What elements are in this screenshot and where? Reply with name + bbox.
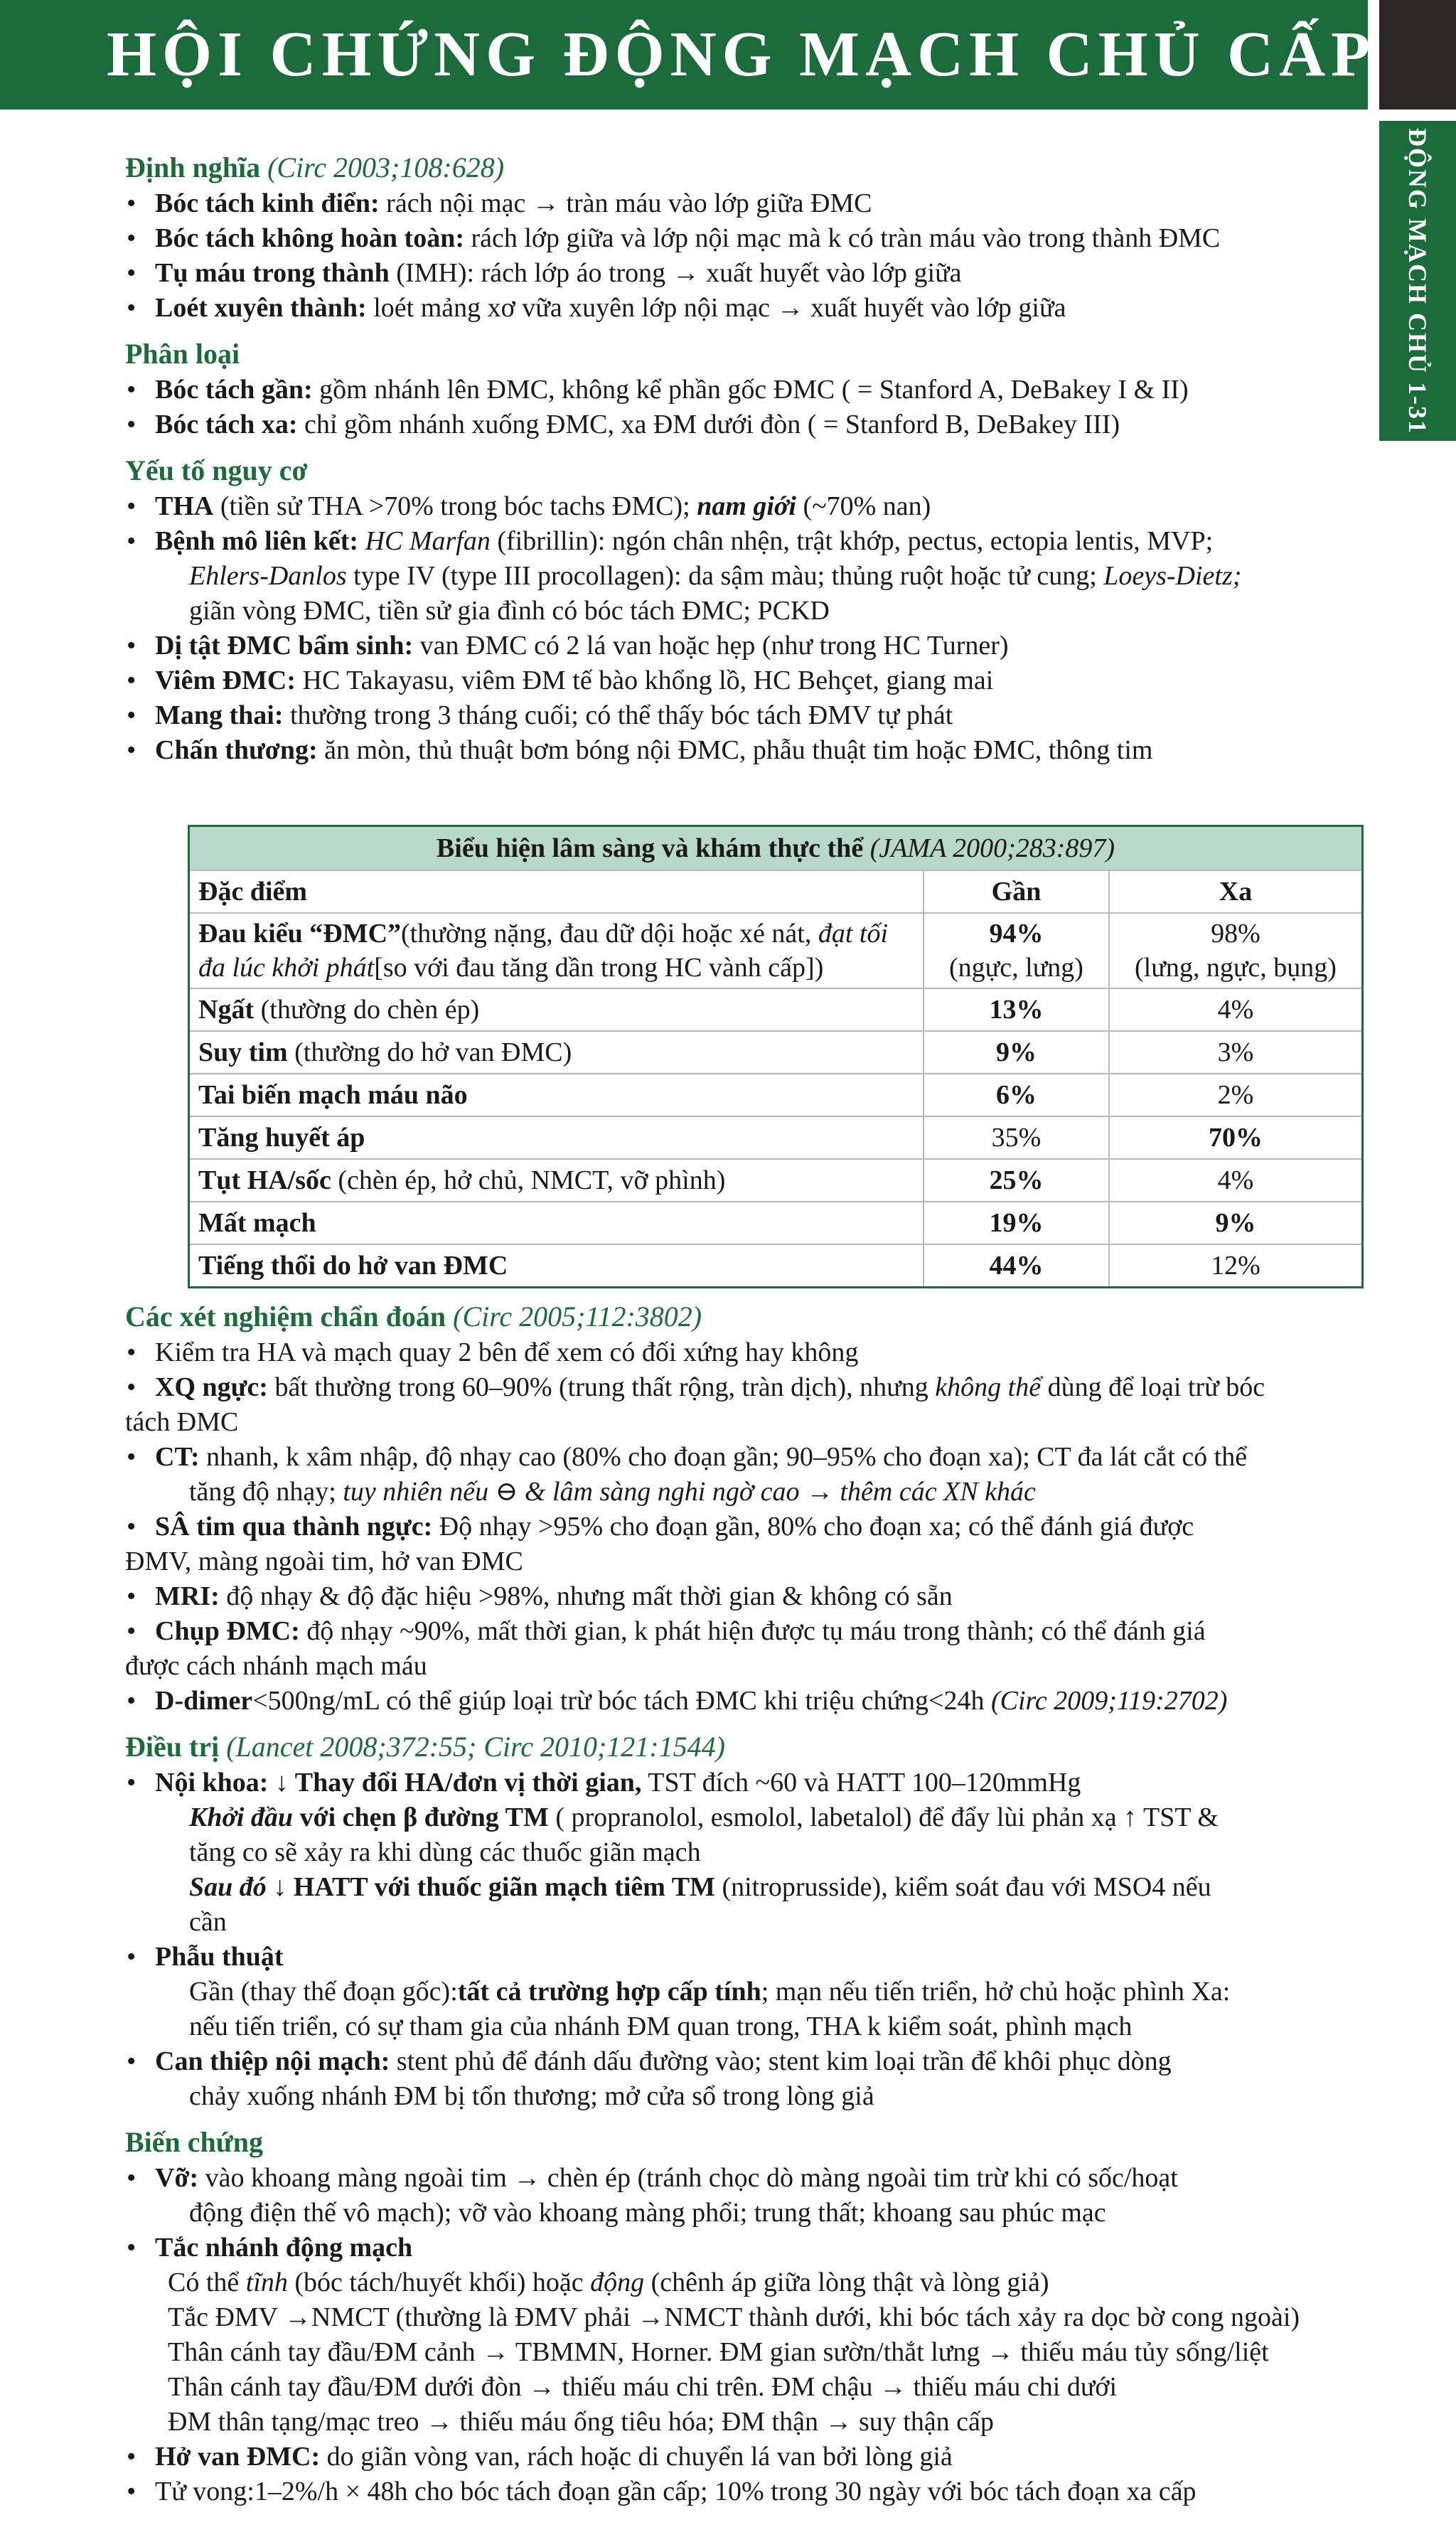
- list-item: • Tắc nhánh động mạch: [125, 2231, 1362, 2265]
- chapter-tab-label: ĐỘNG MẠCH CHỦ 1-31: [1403, 127, 1432, 434]
- list-item: • XQ ngực: bất thường trong 60–90% (trung thất rộng, tràn dịch), nhưng không thể dùng để loại trừ bóc: [125, 1370, 1362, 1405]
- section-heading-classification: Phân loại: [125, 338, 240, 370]
- table-row: Suy tim (thường do hở van ĐMC) 9% 3%: [190, 1031, 1361, 1074]
- section-heading-treatment: Điều trị (Lancet 2008;372:55; Circ 2010;121:1544): [125, 1731, 725, 1763]
- table-row: Tiếng thổi do hở van ĐMC 44% 12%: [190, 1244, 1361, 1286]
- table-row: Mất mạch 19% 9%: [190, 1202, 1361, 1244]
- section-heading-complications: Biến chứng: [125, 2126, 264, 2158]
- clinical-features-table: [188, 825, 1364, 1288]
- list-item: • Dị tật ĐMC bẩm sinh: van ĐMC có 2 lá van hoặc hẹp (như trong HC Turner): [125, 629, 1362, 663]
- list-item: • SÂ tim qua thành ngực: Độ nhạy >95% cho đoạn gần, 80% cho đoạn xa; có thể đánh giá được: [125, 1510, 1362, 1544]
- list-item-continuation: tăng co sẽ xảy ra khi dùng các thuốc giãn mạch: [189, 1837, 701, 1867]
- list-item-continuation: Khởi đầu với chẹn β đường TM ( propranolol, esmolol, labetalol) để đẩy lùi phản xạ ↑ TST &: [189, 1802, 1219, 1832]
- list-item: • Viêm ĐMC: HC Takayasu, viêm ĐM tế bào khổng lồ, HC Behçet, giang mai: [125, 663, 1362, 698]
- page-title: HỘI CHỨNG ĐỘNG MẠCH CHỦ CẤP: [107, 19, 1376, 90]
- list-item-continuation: Ehlers-Danlos type IV (type III procollagen): da sậm màu; thủng ruột hoặc tử cung; Loeys-Dietz;: [189, 561, 1242, 591]
- list-item-continuation: được cách nhánh mạch máu: [125, 1651, 427, 1681]
- list-item-continuation: ĐM thân tạng/mạc treo → thiếu máu ống tiêu hóa; ĐM thận → suy thận cấp: [168, 2407, 994, 2437]
- list-item: • Kiểm tra HA và mạch quay 2 bên để xem có đối xứng hay không: [125, 1335, 1362, 1370]
- list-item: • D-dimer<500ng/mL có thể giúp loại trừ bóc tách ĐMC khi triệu chứng<24h (Circ 2009;119:2702): [125, 1684, 1362, 1719]
- list-item: • Tử vong:1–2%/h × 48h cho bóc tách đoạn gần cấp; 10% trong 30 ngày với bóc tách đoạn xa cấp: [125, 2474, 1362, 2509]
- list-item: • CT: nhanh, k xâm nhập, độ nhạy cao (80% cho đoạn gần; 90–95% cho đoạn xa); CT đa lát cắt có thể: [125, 1440, 1362, 1475]
- list-item-continuation: ĐMV, màng ngoài tim, hở van ĐMC: [125, 1547, 523, 1576]
- table-row: Tụt HA/sốc (chèn ép, hở chủ, NMCT, vỡ phình) 25% 4%: [190, 1159, 1361, 1202]
- table-row: Đau kiểu “ĐMC”(thường nặng, đau dữ dội hoặc xé nát, đạt tối đa lúc khởi phát[so với đau tăng dần trong HC vành cấp]) 94% (ngực, lưng) 98% (lưng, ngực, bụng): [190, 913, 1361, 988]
- list-item-continuation: Có thể tĩnh (bóc tách/huyết khối) hoặc động (chênh áp giữa lòng thật và lòng giả): [168, 2268, 1049, 2297]
- list-item-continuation: chảy xuống nhánh ĐM bị tổn thương; mở cửa sổ trong lòng giả: [189, 2081, 874, 2111]
- list-item: • MRI: độ nhạy & độ đặc hiệu >98%, nhưng mất thời gian & không có sẵn: [125, 1579, 1362, 1614]
- list-item-continuation: cần: [189, 1907, 227, 1937]
- list-item: • Bóc tách kinh điển: rách nội mạc → tràn máu vào lớp giữa ĐMC: [125, 186, 1362, 221]
- table-header-row: Đặc điểm Gần Xa: [190, 870, 1361, 913]
- list-item-continuation: Thân cánh tay đầu/ĐM cảnh → TBMMN, Horner. ĐM gian sườn/thắt lưng → thiếu máu tủy sống/liệt: [168, 2337, 1269, 2367]
- page-title-banner: [0, 0, 1376, 110]
- list-item: • Bóc tách không hoàn toàn: rách lớp giữa và lớp nội mạc mà k có tràn máu vào trong thành ĐMC: [125, 221, 1362, 256]
- list-item: • Bóc tách xa: chỉ gồm nhánh xuống ĐMC, xa ĐM dưới đòn ( = Stanford B, DeBakey III): [125, 407, 1362, 442]
- list-item: • Bóc tách gần: gồm nhánh lên ĐMC, không kể phần gốc ĐMC ( = Stanford A, DeBakey I & II): [125, 373, 1362, 407]
- list-item-continuation: giãn vòng ĐMC, tiền sử gia đình có bóc tách ĐMC; PCKD: [189, 596, 830, 626]
- list-item-continuation: động điện thế vô mạch); vỡ vào khoang màng phổi; trung thất; khoang sau phúc mạc: [189, 2198, 1106, 2228]
- list-item: • Phẫu thuật: [125, 1940, 1362, 1975]
- list-item-continuation: tăng độ nhạy; tuy nhiên nếu ⊖ & lâm sàng nghi ngờ cao → thêm các XN khác: [189, 1477, 1036, 1507]
- list-item: • Hở van ĐMC: do giãn vòng van, rách hoặc di chuyển lá van bởi lòng giả: [125, 2440, 1362, 2474]
- table-row: Ngất (thường do chèn ép) 13% 4%: [190, 988, 1361, 1031]
- section-heading-definition: Định nghĩa (Circ 2003;108:628): [125, 151, 505, 183]
- section-heading-risk-factors: Yếu tố nguy cơ: [125, 454, 308, 486]
- list-item: • Chấn thương: ăn mòn, thủ thuật bơm bóng nội ĐMC, phẫu thuật tim hoặc ĐMC, thông tim: [125, 733, 1362, 768]
- chapter-side-tab: [1379, 121, 1456, 441]
- table-row: Tăng huyết áp 35% 70%: [190, 1116, 1361, 1159]
- list-item: • Tụ máu trong thành (IMH): rách lớp áo trong → xuất huyết vào lớp giữa: [125, 256, 1362, 291]
- list-item-continuation: Gần (thay thế đoạn gốc):tất cả trường hợp cấp tính; mạn nếu tiến triển, hở chủ hoặc phình Xa:: [189, 1977, 1231, 2007]
- list-item: • Chụp ĐMC: độ nhạy ~90%, mất thời gian, k phát hiện được tụ máu trong thành; có thể đánh giá: [125, 1614, 1362, 1649]
- list-item-continuation: tách ĐMC: [125, 1407, 239, 1437]
- list-item: • THA (tiền sử THA >70% trong bóc tachs ĐMC); nam giới (~70% nan): [125, 489, 1362, 524]
- table-row: Tai biến mạch máu não 6% 2%: [190, 1074, 1361, 1116]
- list-item: • Bệnh mô liên kết: HC Marfan (fibrillin): ngón chân nhện, trật khớp, pectus, ectopia lentis, MVP;: [125, 524, 1362, 559]
- main-content: [125, 139, 1362, 2509]
- list-item-continuation: nếu tiến triển, có sự tham gia của nhánh ĐM quan trong, THA k kiểm soát, phình mạch: [189, 2012, 1133, 2041]
- list-item: • Nội khoa: ↓ Thay đổi HA/đơn vị thời gian, TST đích ~60 và HATT 100–120mmHg: [125, 1766, 1362, 1800]
- section-heading-diagnostics: Các xét nghiệm chẩn đoán (Circ 2005;112:3802): [125, 1300, 702, 1332]
- list-item: • Can thiệp nội mạch: stent phủ để đánh dấu đường vào; stent kim loại trần để khôi phục dòng: [125, 2044, 1362, 2079]
- corner-block: [1379, 0, 1456, 110]
- list-item-continuation: Tắc ĐMV →NMCT (thường là ĐMV phải →NMCT thành dưới, khi bóc tách xảy ra dọc bờ cong ngoài): [168, 2302, 1300, 2332]
- list-item-continuation: Sau đó ↓ HATT với thuốc giãn mạch tiêm TM (nitroprusside), kiểm soát đau với MSO4 nếu: [189, 1872, 1211, 1902]
- list-item: • Loét xuyên thành: loét mảng xơ vữa xuyên lớp nội mạc → xuất huyết vào lớp giữa: [125, 291, 1362, 326]
- list-item-continuation: Thân cánh tay đầu/ĐM dưới đòn → thiếu máu chi trên. ĐM chậu → thiếu máu chi dưới: [168, 2372, 1118, 2402]
- list-item: • Mang thai: thường trong 3 tháng cuối; có thể thấy bóc tách ĐMV tự phát: [125, 698, 1362, 733]
- table-title: Biểu hiện lâm sàng và khám thực thể (JAMA 2000;283:897): [190, 827, 1361, 870]
- list-item: • Vỡ: vào khoang màng ngoài tim → chèn ép (tránh chọc dò màng ngoài tim trừ khi có sốc/hoạt: [125, 2161, 1362, 2196]
